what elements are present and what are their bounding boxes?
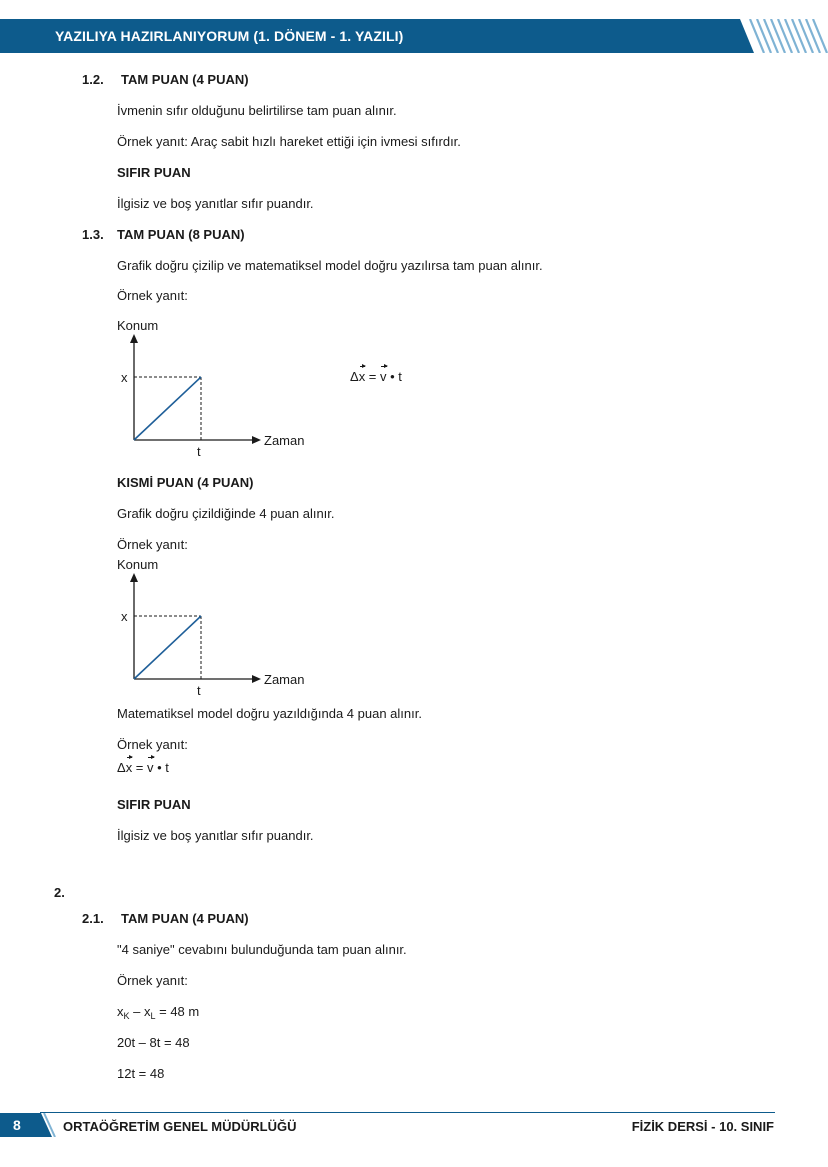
formula2-x-vector: x bbox=[125, 760, 133, 775]
q2-1-equation-1 bbox=[117, 1004, 199, 1019]
eq1-minus: – bbox=[129, 1004, 144, 1019]
header-stripes-decoration bbox=[738, 19, 828, 53]
graph2-y-tick-x: x bbox=[121, 609, 128, 624]
formula2-equals: = bbox=[132, 760, 148, 775]
graph1-x-arrow bbox=[252, 436, 261, 444]
q2-1-criteria: "4 saniye" cevabını bulunduğunda tam puan alınır. bbox=[117, 942, 407, 957]
position-time-graph-1 bbox=[115, 334, 275, 459]
position-time-graph-2 bbox=[115, 573, 275, 698]
page-header bbox=[0, 19, 828, 53]
q1-3-partial-criteria-1: Grafik doğru çizildiğinde 4 puan alınır. bbox=[117, 506, 335, 521]
graph2-y-axis-label: Konum bbox=[117, 557, 159, 572]
eq1-result: = 48 m bbox=[155, 1004, 200, 1019]
formula-dot: • bbox=[386, 369, 399, 384]
q1-2-heading: TAM PUAN (4 PUAN) bbox=[121, 72, 249, 87]
q1-3-partial-example-label: Örnek yanıt: bbox=[117, 537, 188, 552]
graph1-x-tick-t: t bbox=[197, 444, 201, 459]
eq1-xl: x bbox=[143, 1004, 151, 1019]
velocity-formula bbox=[350, 369, 402, 384]
q2-1-heading: TAM PUAN (4 PUAN) bbox=[121, 911, 249, 926]
question-number-1-3: 1.3. bbox=[82, 227, 104, 242]
q1-3-partial-heading: KISMİ PUAN (4 PUAN) bbox=[117, 475, 254, 490]
q1-3-zero-text: İlgisiz ve boş yanıtlar sıfır puandır. bbox=[117, 828, 314, 843]
formula-equals: = bbox=[365, 369, 381, 384]
formula-delta: Δ bbox=[350, 369, 359, 384]
question-number-2-1: 2.1. bbox=[82, 911, 104, 926]
q1-3-zero-heading: SIFIR PUAN bbox=[117, 797, 191, 812]
graph1-x-axis-label: Zaman bbox=[264, 433, 305, 448]
formula-t: t bbox=[398, 369, 402, 384]
graph2-x-axis-label: Zaman bbox=[264, 672, 305, 687]
formula2-t: t bbox=[165, 760, 169, 775]
eq1-sub-l: L bbox=[150, 1011, 156, 1021]
q1-2-criteria: İvmenin sıfır olduğunu belirtilirse tam puan alınır. bbox=[117, 103, 397, 118]
graph2-x-arrow bbox=[252, 675, 261, 683]
graph1-y-axis-label: Konum bbox=[117, 318, 159, 333]
header-title: YAZILIYA HAZIRLANIYORUM (1. DÖNEM - 1. YAZILI) bbox=[55, 28, 404, 44]
graph1-data-line bbox=[134, 377, 201, 440]
q2-1-equation-2: 20t – 8t = 48 bbox=[117, 1035, 190, 1050]
graph2-data-line bbox=[134, 616, 201, 679]
footer-institution: ORTAÖĞRETİM GENEL MÜDÜRLÜĞÜ bbox=[63, 1119, 297, 1134]
q1-3-criteria: Grafik doğru çizilip ve matematiksel model doğru yazılırsa tam puan alınır. bbox=[117, 258, 543, 273]
formula-v-vector: v bbox=[380, 369, 387, 384]
q2-1-equation-3: 12t = 48 bbox=[117, 1066, 165, 1081]
q1-2-zero-text: İlgisiz ve boş yanıtlar sıfır puandır. bbox=[117, 196, 314, 211]
eq1-sub-k: K bbox=[123, 1011, 130, 1021]
formula-x-vector: x bbox=[358, 369, 366, 384]
q1-3-partial-criteria-2: Matematiksel model doğru yazıldığında 4 puan alınır. bbox=[117, 706, 422, 721]
formula2-dot: • bbox=[153, 760, 166, 775]
question-number-1-2: 1.2. bbox=[82, 72, 104, 87]
footer-stripe-decoration bbox=[36, 1113, 58, 1137]
page-number: 8 bbox=[13, 1117, 21, 1133]
q1-3-partial-example-label-2: Örnek yanıt: bbox=[117, 737, 188, 752]
q1-2-zero-heading: SIFIR PUAN bbox=[117, 165, 191, 180]
q1-2-example: Örnek yanıt: Araç sabit hızlı hareket ettiği için ivmesi sıfırdır. bbox=[117, 134, 461, 149]
q2-1-example-label: Örnek yanıt: bbox=[117, 973, 188, 988]
q1-3-heading: TAM PUAN (8 PUAN) bbox=[117, 227, 245, 242]
eq1-xk: x bbox=[117, 1004, 124, 1019]
graph1-y-arrow bbox=[130, 334, 138, 343]
footer-divider bbox=[40, 1112, 775, 1113]
footer-course: FİZİK DERSİ - 10. SINIF bbox=[631, 1119, 774, 1134]
graph2-y-arrow bbox=[130, 573, 138, 582]
question-number-2: 2. bbox=[54, 885, 65, 900]
formula2-delta: Δ bbox=[117, 760, 126, 775]
formula2-v-vector: v bbox=[147, 760, 154, 775]
graph1-y-tick-x: x bbox=[121, 370, 128, 385]
q1-3-example-label: Örnek yanıt: bbox=[117, 288, 188, 303]
velocity-formula-2 bbox=[117, 760, 169, 775]
graph2-x-tick-t: t bbox=[197, 683, 201, 698]
